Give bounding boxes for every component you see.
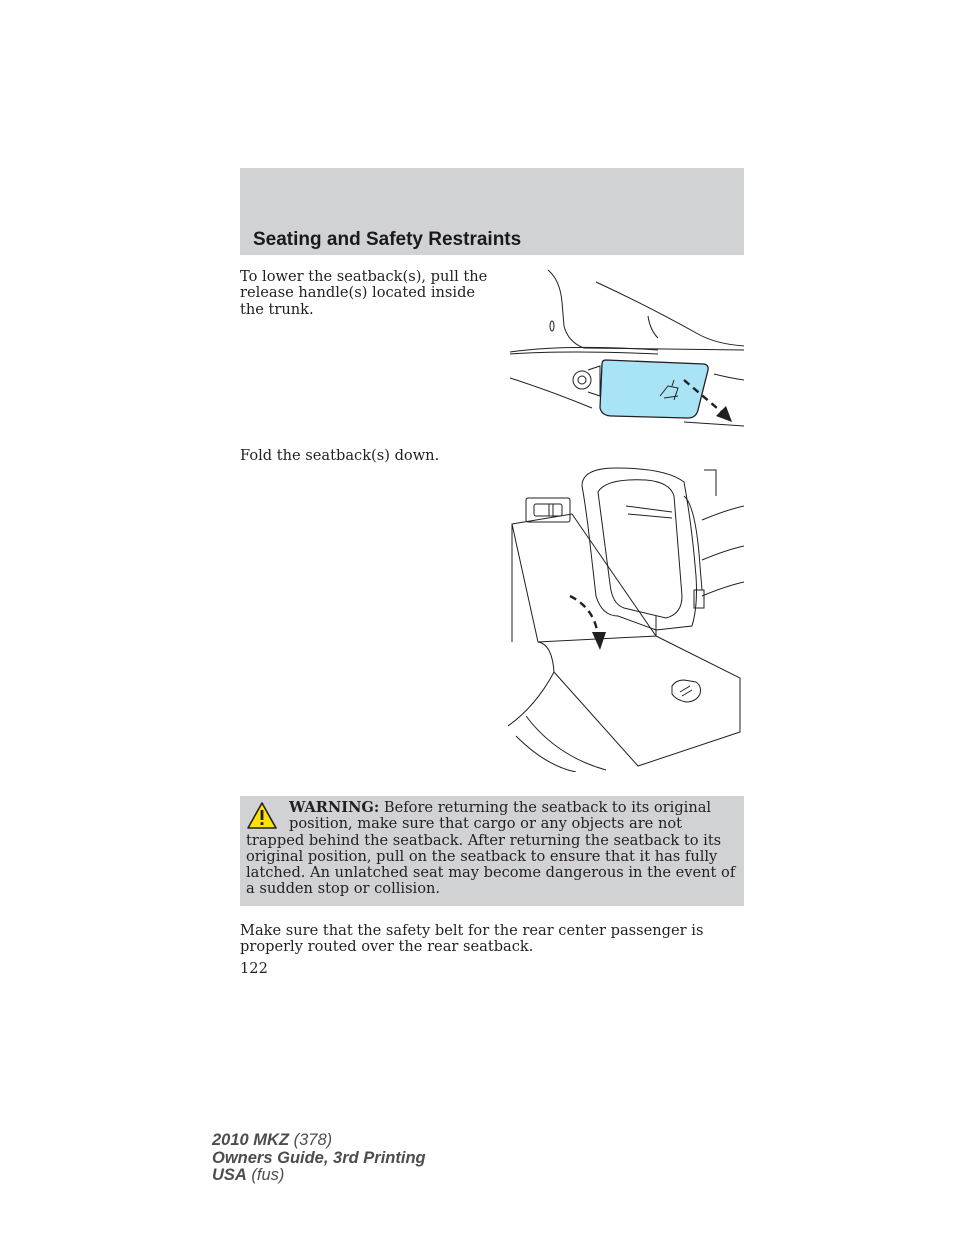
lower-seatback-paragraph: To lower the seatback(s), pull the release handle(s) located inside the trunk. (240, 268, 488, 318)
fold-down-arrow-icon (570, 596, 606, 650)
section-header (240, 168, 744, 255)
footer-guide: Owners Guide, 3rd Printing (212, 1148, 426, 1167)
fold-seatback-paragraph: Fold the seatback(s) down. (240, 447, 440, 464)
document-footer (212, 1132, 426, 1185)
footer-region-code: (fus) (246, 1166, 285, 1184)
warning-text (246, 800, 738, 898)
safety-belt-paragraph: Make sure that the safety belt for the rear center passenger is properly routed over the rear seatback. (240, 922, 704, 956)
trunk-release-handle-illustration (508, 268, 744, 432)
footer-region: USA (212, 1166, 247, 1184)
section-title: Seating and Safety Restraints (253, 229, 522, 250)
warning-label: WARNING: (289, 799, 380, 816)
folding-seatback-illustration (506, 466, 744, 772)
release-handle (600, 360, 708, 418)
warning-body: Before returning the seatback to its original position, make sure that cargo or any objects are not trapped behind the seatback. After returning the seatback to its original position, pull on the seatback to ensure that it has fully latched. An unlatched seat may become dangerous in the event of a sudden stop or collision. (246, 799, 736, 898)
warning-box (240, 796, 744, 906)
footer-model-code: (378) (289, 1131, 333, 1149)
footer-model: 2010 MKZ (212, 1131, 290, 1149)
page-number: 122 (240, 960, 268, 977)
